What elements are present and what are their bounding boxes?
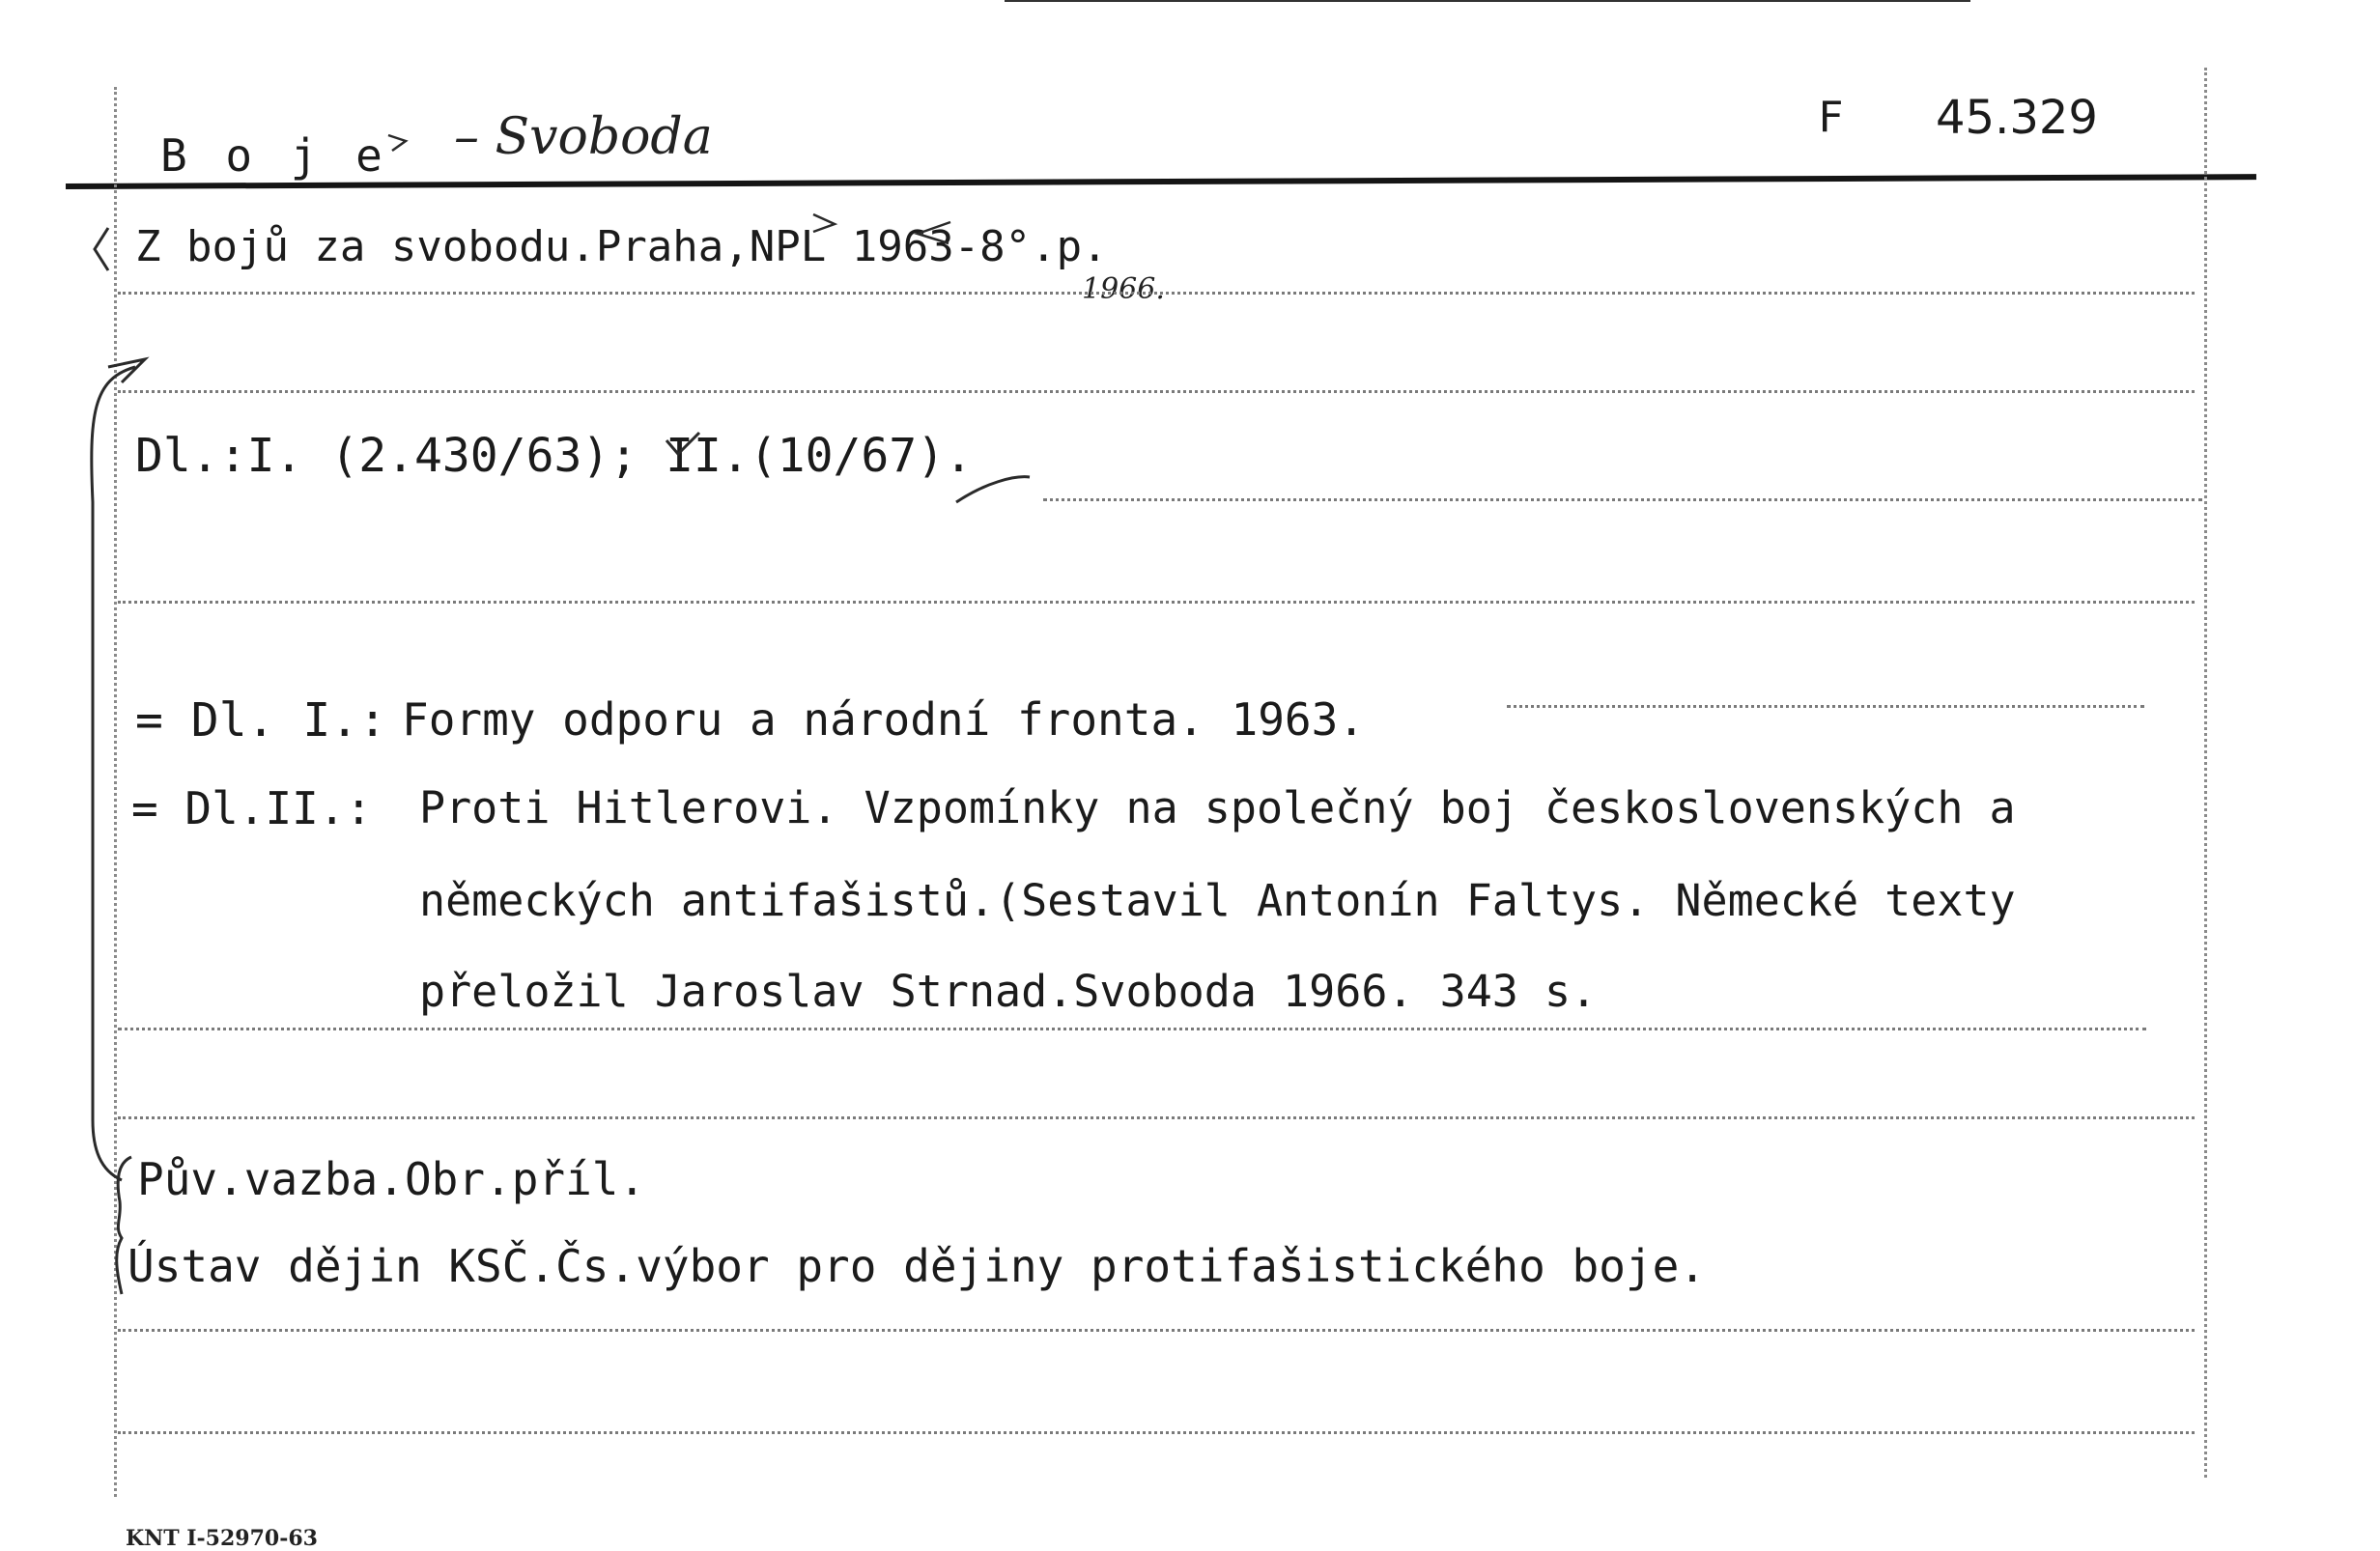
title-bracket-mark	[95, 228, 108, 270]
shelf-letter: F	[1818, 93, 1844, 142]
ruling-line	[1043, 498, 2202, 501]
heading-mark	[388, 135, 406, 151]
right-margin-line	[2204, 68, 2207, 1478]
ruling-line	[1507, 705, 2144, 708]
part1-text: Formy odporu a národní fronta. 1963.	[402, 693, 1365, 746]
ruling-line	[118, 601, 2195, 604]
part1-prefix: = Dl. I.:	[135, 693, 387, 747]
header-rule	[66, 174, 2256, 189]
ruling-line	[118, 390, 2195, 393]
title-line: Z bojů za svobodu.Praha,NPL 1963-8°.p.	[135, 222, 1108, 271]
provenance-note: Ústav dějin KSČ.Čs.výbor pro dějiny protifašistického boje.	[128, 1240, 1706, 1292]
part2-line2: německých antifašistů.(Sestavil Antonín Faltys. Německé texty	[419, 875, 2016, 926]
part2-line1: Proti Hitlerovi. Vzpomínky na společný boj československých a	[419, 782, 2016, 833]
parts-line: Dl.:I. (2.430/63); II.(10/67).	[135, 429, 973, 483]
left-margin-line	[114, 87, 117, 1497]
ruling-line	[118, 1028, 2146, 1030]
part2-line3: přeložil Jaroslav Strnad.Svoboda 1966. 343 s.	[419, 966, 1598, 1017]
top-edge-line	[1005, 0, 1970, 2]
part2-prefix: = Dl.II.:	[131, 782, 373, 834]
ruling-line	[118, 1431, 2195, 1434]
handwritten-year: 1966.	[1082, 272, 1165, 306]
print-code: KNT I-52970-63	[126, 1526, 318, 1551]
ruling-line	[118, 292, 2195, 295]
ruling-line	[118, 1329, 2195, 1332]
ruling-line	[118, 1116, 2195, 1119]
shelf-number: 45.329	[1936, 91, 2098, 145]
binding-note: Pův.vazba.Obr.příl.	[137, 1153, 646, 1205]
handwritten-note: – Svoboda	[454, 108, 713, 166]
heading: B o j e	[160, 129, 388, 182]
